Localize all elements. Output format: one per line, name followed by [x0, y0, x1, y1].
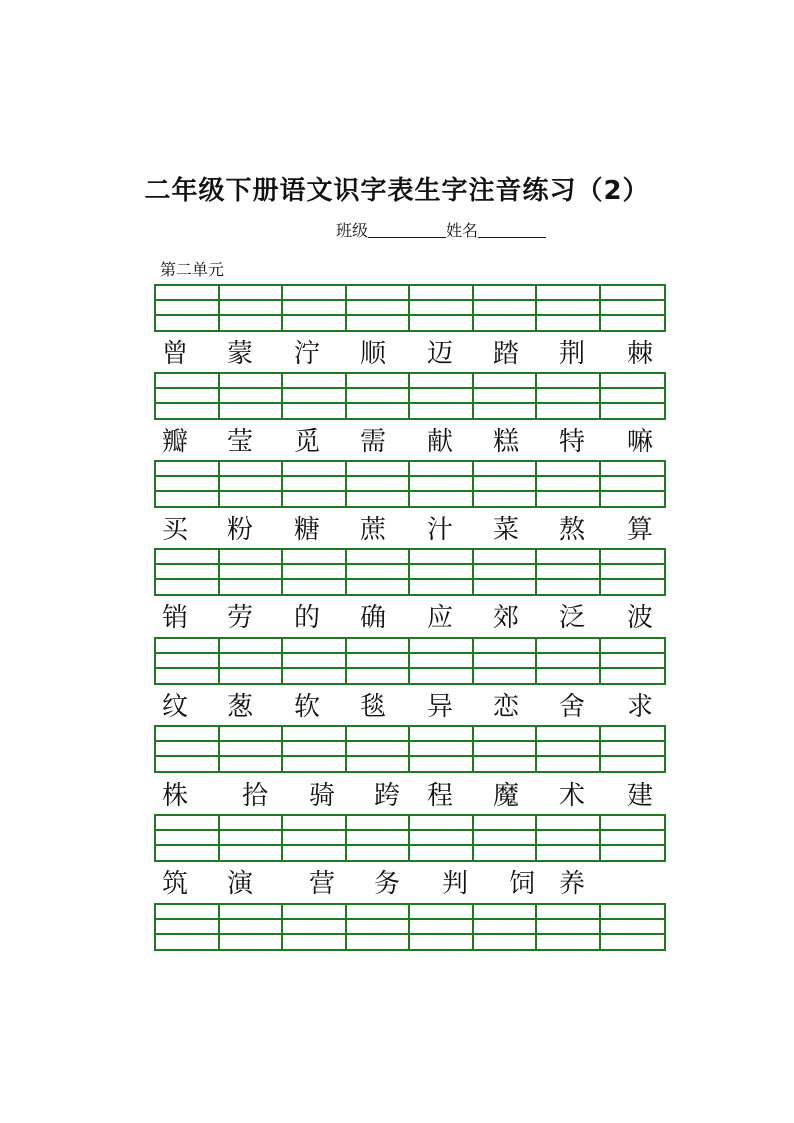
character-row	[0, 778, 794, 814]
pinyin-box[interactable]	[283, 286, 347, 330]
hanzi-character: 莹	[226, 427, 253, 457]
hanzi-character: 的	[293, 603, 320, 633]
student-info-line	[336, 218, 546, 241]
pinyin-box[interactable]	[347, 550, 411, 594]
hanzi-character: 汁	[426, 515, 453, 545]
hanzi-character: 求	[626, 692, 653, 722]
unit-heading: 第二单元	[160, 260, 225, 279]
pinyin-box[interactable]	[220, 727, 284, 771]
hanzi-character: 恋	[492, 692, 519, 722]
character-row	[0, 336, 794, 372]
pinyin-box[interactable]	[283, 905, 347, 949]
pinyin-box[interactable]	[410, 286, 474, 330]
hanzi-character: 瓣	[161, 427, 188, 457]
page-title: 二年级下册语文识字表生字注音练习（2）	[144, 176, 650, 206]
pinyin-box[interactable]	[474, 727, 538, 771]
hanzi-character: 判	[441, 869, 468, 899]
pinyin-box[interactable]	[601, 374, 665, 418]
pinyin-box[interactable]	[601, 816, 665, 860]
hanzi-character: 魔	[492, 781, 519, 811]
pinyin-box[interactable]	[347, 639, 411, 683]
pinyin-box[interactable]	[474, 639, 538, 683]
hanzi-character: 郊	[492, 603, 519, 633]
hanzi-character: 务	[373, 869, 400, 899]
pinyin-box[interactable]	[156, 462, 220, 506]
pinyin-box[interactable]	[347, 462, 411, 506]
pinyin-grid	[154, 284, 666, 332]
hanzi-character: 踏	[492, 339, 519, 369]
pinyin-box[interactable]	[156, 286, 220, 330]
pinyin-box[interactable]	[410, 374, 474, 418]
hanzi-character: 软	[293, 692, 320, 722]
hanzi-character: 需	[359, 427, 386, 457]
character-row	[0, 600, 794, 636]
hanzi-character: 株	[161, 781, 188, 811]
pinyin-box[interactable]	[537, 374, 601, 418]
pinyin-box[interactable]	[156, 639, 220, 683]
hanzi-character: 劳	[226, 603, 253, 633]
hanzi-character: 棘	[626, 339, 653, 369]
character-row	[0, 512, 794, 548]
pinyin-box[interactable]	[410, 727, 474, 771]
hanzi-character: 确	[359, 603, 386, 633]
hanzi-character: 应	[426, 603, 453, 633]
pinyin-box[interactable]	[220, 286, 284, 330]
name-label: 姓名	[446, 221, 479, 240]
class-label: 班级	[336, 221, 369, 240]
hanzi-character: 葱	[226, 692, 253, 722]
character-row	[0, 689, 794, 725]
pinyin-box[interactable]	[220, 905, 284, 949]
hanzi-character: 泛	[558, 603, 585, 633]
hanzi-character: 异	[426, 692, 453, 722]
pinyin-box[interactable]	[537, 727, 601, 771]
pinyin-box[interactable]	[601, 550, 665, 594]
pinyin-box[interactable]	[220, 550, 284, 594]
pinyin-box[interactable]	[283, 816, 347, 860]
hanzi-character: 术	[558, 781, 585, 811]
pinyin-box[interactable]	[347, 374, 411, 418]
hanzi-character: 觅	[293, 427, 320, 457]
pinyin-grid	[154, 814, 666, 862]
pinyin-box[interactable]	[474, 374, 538, 418]
pinyin-box[interactable]	[283, 462, 347, 506]
hanzi-character: 荆	[558, 339, 585, 369]
pinyin-box[interactable]	[283, 374, 347, 418]
hanzi-character: 曾	[161, 339, 188, 369]
pinyin-box[interactable]	[474, 286, 538, 330]
pinyin-box[interactable]	[283, 727, 347, 771]
hanzi-character: 建	[626, 781, 653, 811]
name-blank[interactable]	[478, 221, 546, 238]
pinyin-box[interactable]	[537, 462, 601, 506]
pinyin-box[interactable]	[347, 816, 411, 860]
hanzi-character: 粉	[226, 515, 253, 545]
hanzi-character: 蒙	[226, 339, 253, 369]
hanzi-character: 跨	[373, 781, 400, 811]
pinyin-box[interactable]	[474, 550, 538, 594]
hanzi-character: 饲	[508, 869, 535, 899]
pinyin-box[interactable]	[601, 639, 665, 683]
pinyin-box[interactable]	[156, 727, 220, 771]
hanzi-character: 养	[558, 869, 585, 899]
character-row	[0, 866, 794, 902]
pinyin-box[interactable]	[537, 905, 601, 949]
pinyin-box[interactable]	[537, 286, 601, 330]
pinyin-grid	[154, 903, 666, 951]
pinyin-box[interactable]	[220, 374, 284, 418]
hanzi-character: 买	[161, 515, 188, 545]
pinyin-box[interactable]	[601, 727, 665, 771]
class-blank[interactable]	[368, 221, 446, 238]
pinyin-box[interactable]	[220, 816, 284, 860]
pinyin-box[interactable]	[601, 286, 665, 330]
pinyin-box[interactable]	[156, 374, 220, 418]
hanzi-character: 糖	[293, 515, 320, 545]
hanzi-character: 迈	[426, 339, 453, 369]
pinyin-box[interactable]	[537, 816, 601, 860]
hanzi-character: 嘛	[626, 427, 653, 457]
hanzi-character: 献	[426, 427, 453, 457]
pinyin-box[interactable]	[537, 550, 601, 594]
hanzi-character: 熬	[558, 515, 585, 545]
pinyin-grid	[154, 548, 666, 596]
pinyin-box[interactable]	[474, 462, 538, 506]
hanzi-character: 毯	[359, 692, 386, 722]
hanzi-character: 波	[626, 603, 653, 633]
pinyin-grid	[154, 460, 666, 508]
hanzi-character: 蔗	[359, 515, 386, 545]
pinyin-box[interactable]	[474, 816, 538, 860]
hanzi-character: 泞	[293, 339, 320, 369]
hanzi-character: 程	[426, 781, 453, 811]
hanzi-character: 顺	[359, 339, 386, 369]
pinyin-box[interactable]	[220, 639, 284, 683]
pinyin-box[interactable]	[283, 550, 347, 594]
pinyin-box[interactable]	[410, 905, 474, 949]
hanzi-character: 拾	[241, 781, 268, 811]
hanzi-character: 特	[558, 427, 585, 457]
pinyin-box[interactable]	[283, 639, 347, 683]
hanzi-character: 演	[226, 869, 253, 899]
pinyin-box[interactable]	[156, 816, 220, 860]
hanzi-character: 筑	[161, 869, 188, 899]
pinyin-box[interactable]	[410, 462, 474, 506]
pinyin-box[interactable]	[156, 905, 220, 949]
pinyin-box[interactable]	[347, 286, 411, 330]
character-row	[0, 424, 794, 460]
pinyin-box[interactable]	[410, 816, 474, 860]
hanzi-character: 菜	[492, 515, 519, 545]
pinyin-box[interactable]	[347, 905, 411, 949]
pinyin-box[interactable]	[156, 550, 220, 594]
pinyin-box[interactable]	[410, 550, 474, 594]
hanzi-character: 骑	[308, 781, 335, 811]
hanzi-character: 舍	[558, 692, 585, 722]
hanzi-character: 算	[626, 515, 653, 545]
pinyin-box[interactable]	[601, 462, 665, 506]
pinyin-box[interactable]	[474, 905, 538, 949]
pinyin-grid	[154, 372, 666, 420]
pinyin-box[interactable]	[601, 905, 665, 949]
pinyin-box[interactable]	[220, 462, 284, 506]
pinyin-box[interactable]	[410, 639, 474, 683]
pinyin-grid	[154, 637, 666, 685]
pinyin-grid	[154, 725, 666, 773]
hanzi-character: 销	[161, 603, 188, 633]
hanzi-character: 营	[308, 869, 335, 899]
pinyin-box[interactable]	[347, 727, 411, 771]
pinyin-box[interactable]	[537, 639, 601, 683]
hanzi-character: 糕	[492, 427, 519, 457]
hanzi-character: 纹	[161, 692, 188, 722]
